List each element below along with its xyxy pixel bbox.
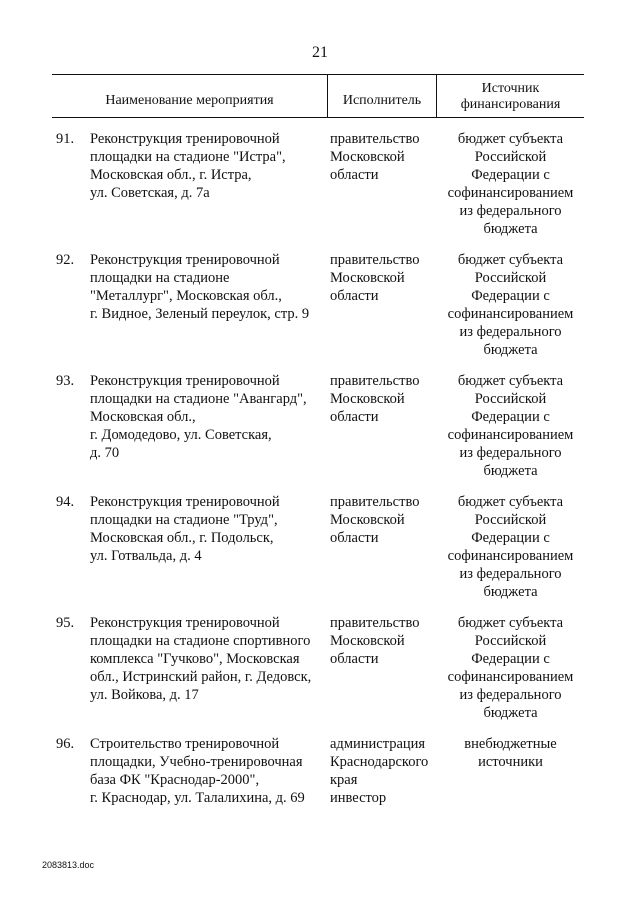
row-executor: правительство Московской области <box>330 252 420 304</box>
row-name: Строительство тренировочной площадки, Учебно-тренировочная база ФК "Краснодар-2000", г. Краснодар, ул. Талалихина, д. 69 <box>90 736 305 806</box>
row-source: бюджет субъекта Российской Федерации с софинансированием из федерального бюджета <box>447 252 574 358</box>
table-row <box>52 493 584 614</box>
header-name: Наименование мероприятия <box>105 93 274 108</box>
row-number: 92. <box>56 252 75 268</box>
row-source: бюджет субъекта Российской Федерации с софинансированием из федерального бюджета <box>447 373 574 479</box>
row-name: Реконструкция тренировочной площадки на стадионе "Труд", Московская обл., г. Подольск, ул. Готвальда, д. 4 <box>90 494 280 564</box>
header-executor: Исполнитель <box>327 75 437 117</box>
row-source: внебюджетные источники <box>464 736 557 770</box>
document-filename: 2083813.doc <box>42 860 95 870</box>
row-number: 91. <box>56 131 75 147</box>
table-row <box>52 372 584 493</box>
table-body <box>52 130 584 845</box>
table-row <box>52 130 584 251</box>
row-number: 94. <box>56 494 75 510</box>
row-executor: правительство Московской области <box>330 494 420 546</box>
table-row <box>52 251 584 372</box>
table-row <box>52 735 584 845</box>
row-source: бюджет субъекта Российской Федерации с софинансированием из федерального бюджета <box>447 494 574 600</box>
row-executor: правительство Московской области <box>330 373 420 425</box>
row-source: бюджет субъекта Российской Федерации с софинансированием из федерального бюджета <box>447 615 574 721</box>
row-number: 95. <box>56 615 75 631</box>
row-name: Реконструкция тренировочной площадки на стадионе "Авангард", Московская обл., г. Домодедово, ул. Советская, д. 70 <box>90 373 307 461</box>
row-executor: правительство Московской области <box>330 131 420 183</box>
row-name: Реконструкция тренировочной площадки на стадионе "Металлург", Московская обл., г. Видное, Зеленый переулок, стр. 9 <box>90 252 310 322</box>
row-name: Реконструкция тренировочной площадки на стадионе спортивного комплекса "Гучково", Московская обл., Истринский район, г. Дедовск, ул. Войкова, д. 17 <box>90 615 312 703</box>
row-number: 96. <box>56 736 75 752</box>
row-name: Реконструкция тренировочной площадки на стадионе "Истра", Московская обл., г. Истра, ул. Советская, д. 7а <box>90 131 286 201</box>
row-executor: правительство Московской области <box>330 615 420 667</box>
row-source: бюджет субъекта Российской Федерации с софинансированием из федерального бюджета <box>447 131 574 237</box>
table-row <box>52 614 584 735</box>
row-number: 93. <box>56 373 75 389</box>
header-source: Источник финансирования <box>460 81 561 112</box>
row-executor: администрация Краснодарского края инвестор <box>330 736 429 806</box>
table-header <box>52 74 584 118</box>
page-number: 21 <box>312 44 328 61</box>
